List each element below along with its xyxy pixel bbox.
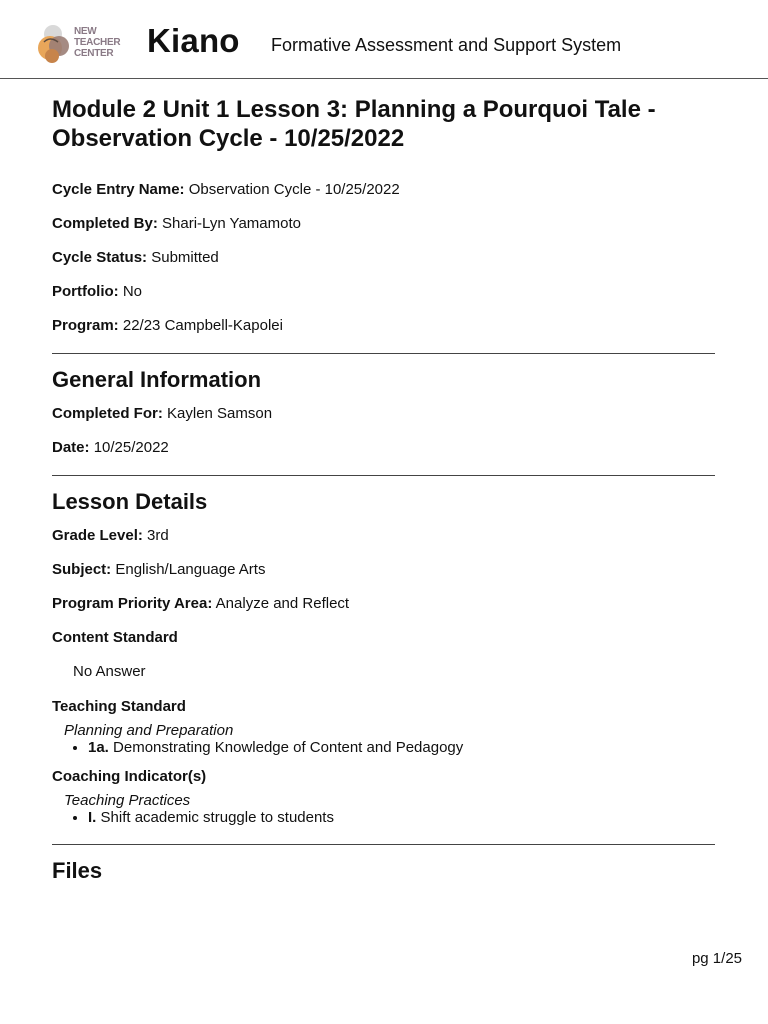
teaching-standard-list xyxy=(52,739,715,756)
files-heading: Files xyxy=(52,858,103,883)
portfolio-field: Portfolio: No xyxy=(52,283,143,300)
cycle-info xyxy=(52,181,715,335)
general-information-heading: General Information xyxy=(52,367,262,392)
program-field: Program: 22/23 Campbell-Kapolei xyxy=(52,317,283,334)
section-divider xyxy=(52,844,715,845)
coaching-indicator-list xyxy=(52,809,715,826)
program-priority-area-field: Program Priority Area: Analyze and Reflect xyxy=(52,595,350,612)
list-item: • 1a. Demonstrating Knowledge of Content and Pedagogy xyxy=(88,739,715,756)
section-divider xyxy=(52,475,715,476)
completed-for-field: Completed For: Kaylen Samson xyxy=(52,405,273,422)
logo-figure-icon xyxy=(36,22,76,66)
document-body xyxy=(52,95,715,896)
coaching-indicators-label: Coaching Indicator(s) xyxy=(52,768,207,785)
brand-name: Kiano xyxy=(147,22,240,59)
teaching-standard-label: Teaching Standard xyxy=(52,698,186,715)
teaching-standard-group: Planning and Preparation xyxy=(64,722,234,739)
completed-by-field: Completed By: Shari-Lyn Yamamoto xyxy=(52,215,301,232)
section-divider xyxy=(52,353,715,354)
content-standard-label: Content Standard xyxy=(52,629,178,646)
header-subtitle: Formative Assessment and Support System xyxy=(271,35,622,55)
lesson-details-heading: Lesson Details xyxy=(52,489,208,514)
new-teacher-center-logo xyxy=(36,20,120,68)
cycle-status-field: Cycle Status: Submitted xyxy=(52,249,219,266)
subject-field: Subject: English/Language Arts xyxy=(52,561,266,578)
date-field: Date: 10/25/2022 xyxy=(52,439,169,456)
coaching-indicator-group: Teaching Practices xyxy=(64,792,191,809)
page-number: pg 1/25 xyxy=(691,950,742,967)
cycle-entry-name-field: Cycle Entry Name: Observation Cycle - 10/25/2022 xyxy=(52,181,400,198)
page-header xyxy=(0,0,768,79)
grade-level-field: Grade Level: 3rd xyxy=(52,527,169,544)
list-item: • I. Shift academic struggle to students xyxy=(88,809,715,826)
logo-wordmark: NEW TEACHER CENTER xyxy=(74,26,121,59)
page-title: Module 2 Unit 1 Lesson 3: Planning a Pourquoi Tale - Observation Cycle - 10/25/2022 xyxy=(52,96,656,152)
content-standard-value: No Answer xyxy=(73,663,146,680)
